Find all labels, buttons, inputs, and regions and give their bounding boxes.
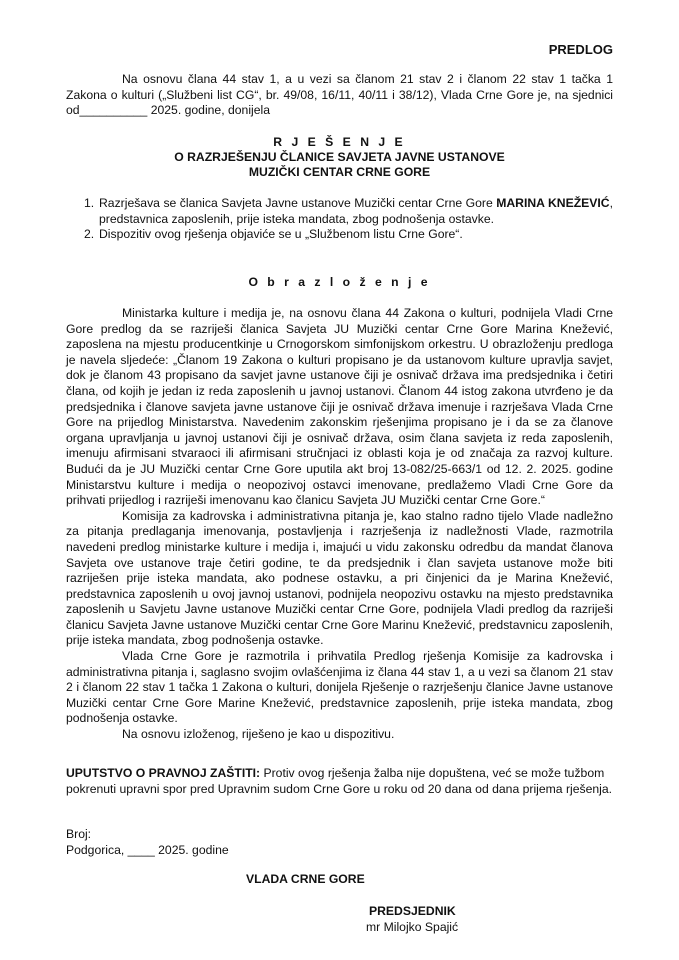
decision-number: 2. (84, 227, 95, 242)
decision-item (66, 196, 613, 227)
title-line-3: MUZIČKI CENTAR CRNE GORE (248, 165, 431, 179)
reasoning-heading: O b r a z l o ž e n j e (248, 275, 431, 289)
government-name: VLADA CRNE GORE (246, 872, 365, 886)
place-date: Podgorica, ____ 2025. godine (66, 843, 229, 857)
title-line-2: O RAZRJEŠENJU ČLANICE SAVJETA JAVNE USTANOVE (174, 150, 505, 164)
intro-paragraph: Na osnovu člana 44 stav 1, a u vezi sa članom 21 stav 2 i članom 22 stav 1 tačka 1 Zakona o kulturi („Službeni list CG“, br. 49/08, 16/11, 40/11 i 38/12), Vlada Crne Gore je, na sjednici od__________ 2025. godine, donijela (66, 72, 613, 118)
reasoning-body (66, 306, 613, 743)
reference-number: Broj: (66, 827, 92, 841)
decision-text-after: , predstavnica zaposlenih, prije isteka mandata, zbog podnošenja ostavke. (99, 196, 613, 226)
reasoning-paragraph: Komisija za kadrovska i administrativna pitanja je, kao stalno radno tijelo Vlade nadležno za pitanja predlaganja imenovanja, postavljenja i razrješenja iz nadležnosti Vlade, razmotrila navedeni predlog ministarke kulture i medija i, imajući u vidu zakonsku odredbu da mandat članova Savjeta ove ustanove traje četiri godine, te da predsjednik i član savjeta ustanove može biti razriješen prije isteka mandata, ako podnese ostavku, a pri činjenici da je Marina Knežević, predstavnica zaposlenih u ovoj javnoj ustanovi, podnijela neopozivu ostavku na mjesto predstavnika zaposlenih u Savjetu Javne ustanove Muzički centar Crne Gore, podnijela Vladi predlog da razriješi članicu Savjeta Javne ustanove Muzički centar Crne Gore Marinu Knežević, predstavnicu zaposlenih, prije isteka mandata, zbog podnošenja ostavke. (66, 508, 613, 648)
reasoning-paragraph: Na osnovu izloženog, riješeno je kao u dispozitivu. (122, 727, 395, 742)
legal-remedy-label: UPUTSTVO O PRAVNOJ ZAŠTITI: (66, 766, 261, 780)
president-name: mr Milojko Spajić (366, 920, 459, 934)
decision-item (66, 227, 613, 243)
decision-number: 1. (84, 196, 95, 210)
legal-remedy (66, 766, 613, 797)
decision-text-before: Dispozitiv ovog rješenja objaviće se u „Službenom listu Crne Gore“. (99, 227, 463, 242)
decision-text-before: Razrješava se članica Savjeta Javne ustanove Muzički centar Crne Gore (99, 196, 497, 210)
draft-label: PREDLOG (548, 42, 613, 57)
decision-name: MARINA KNEŽEVIĆ (496, 196, 610, 210)
decision-title (66, 135, 613, 180)
reasoning-paragraph: Ministarka kulture i medija je, na osnovu člana 44 Zakona o kulturi, podnijela Vladi Crne Gore predlog da se razriješi članica Savjeta JU Muzički centar Crne Gore Marina Knežević, zaposlena na mjestu producentkinje u Crnogorskom simfonijskom orkestru. U obrazloženju predloga je navela sljedeće: „Članom 19 Zakona o kulturi propisano je da ustanovom kulture upravlja savjet, dok je članom 43 propisano da savjet javne ustanove čiji je osnivač država ima predsjednika i četiri člana, od kojih je jedan iz reda zaposlenih u javnoj ustanovi. Članom 44 istog zakona utvrđeno je da predsjednika i članove savjeta javne ustanove čiji je osnivač država imenuje i razrješava Vlada Crne Gore na prijedlog Ministarstva. Navedenim zakonskim rješenjima propisano je i da se za članove organa upravljanja u javnoj ustanovi čiji je osnivač država, osim člana savjeta iz reda zaposlenih, imenuju afirmisani stvaraoci ili afirmisani stručnjaci iz oblasti koja je od značaja za razvoj kulture. Budući da je JU Muzički centar Crne Gore uputila akt broj 13-082/25-663/1 od 12. 2. 2025. godine Ministarstvu kulture i medija o neopozivoj ostavci imenovane, predlažemo Vladi Crne Gore da prihvati prijedlog i razriješi imenovanu kao članicu Savjeta JU Muzički centar Crne Gore.“ (66, 306, 613, 508)
legal-remedy-text: Protiv ovog rješenja žalba nije dopuštena, već se može tužbom pokrenuti upravni spor pred Upravnim sudom Crne Gore u roku od 20 dana od dana prijema rješenja. (66, 766, 613, 796)
title-line-1: R J E Š E N J E (273, 135, 406, 149)
president-title: PREDSJEDNIK (369, 904, 456, 918)
decision-list (66, 196, 613, 243)
reasoning-paragraph: Vlada Crne Gore je razmotrila i prihvatila Predlog rješenja Komisije za kadrovska i administrativna pitanja i, saglasno svojim ovlašćenjima iz člana 44 stav 1, a u vezi sa članom 21 stav 2 i članom 22 stav 1 tačka 1 Zakona o kulturi, donijela Rješenje o razrješenju članice Javne ustanove Muzički centar Crne Gore Marine Knežević, predstavnice zaposlenih, prije isteka mandata, zbog podnošenja ostavke. (66, 649, 613, 726)
